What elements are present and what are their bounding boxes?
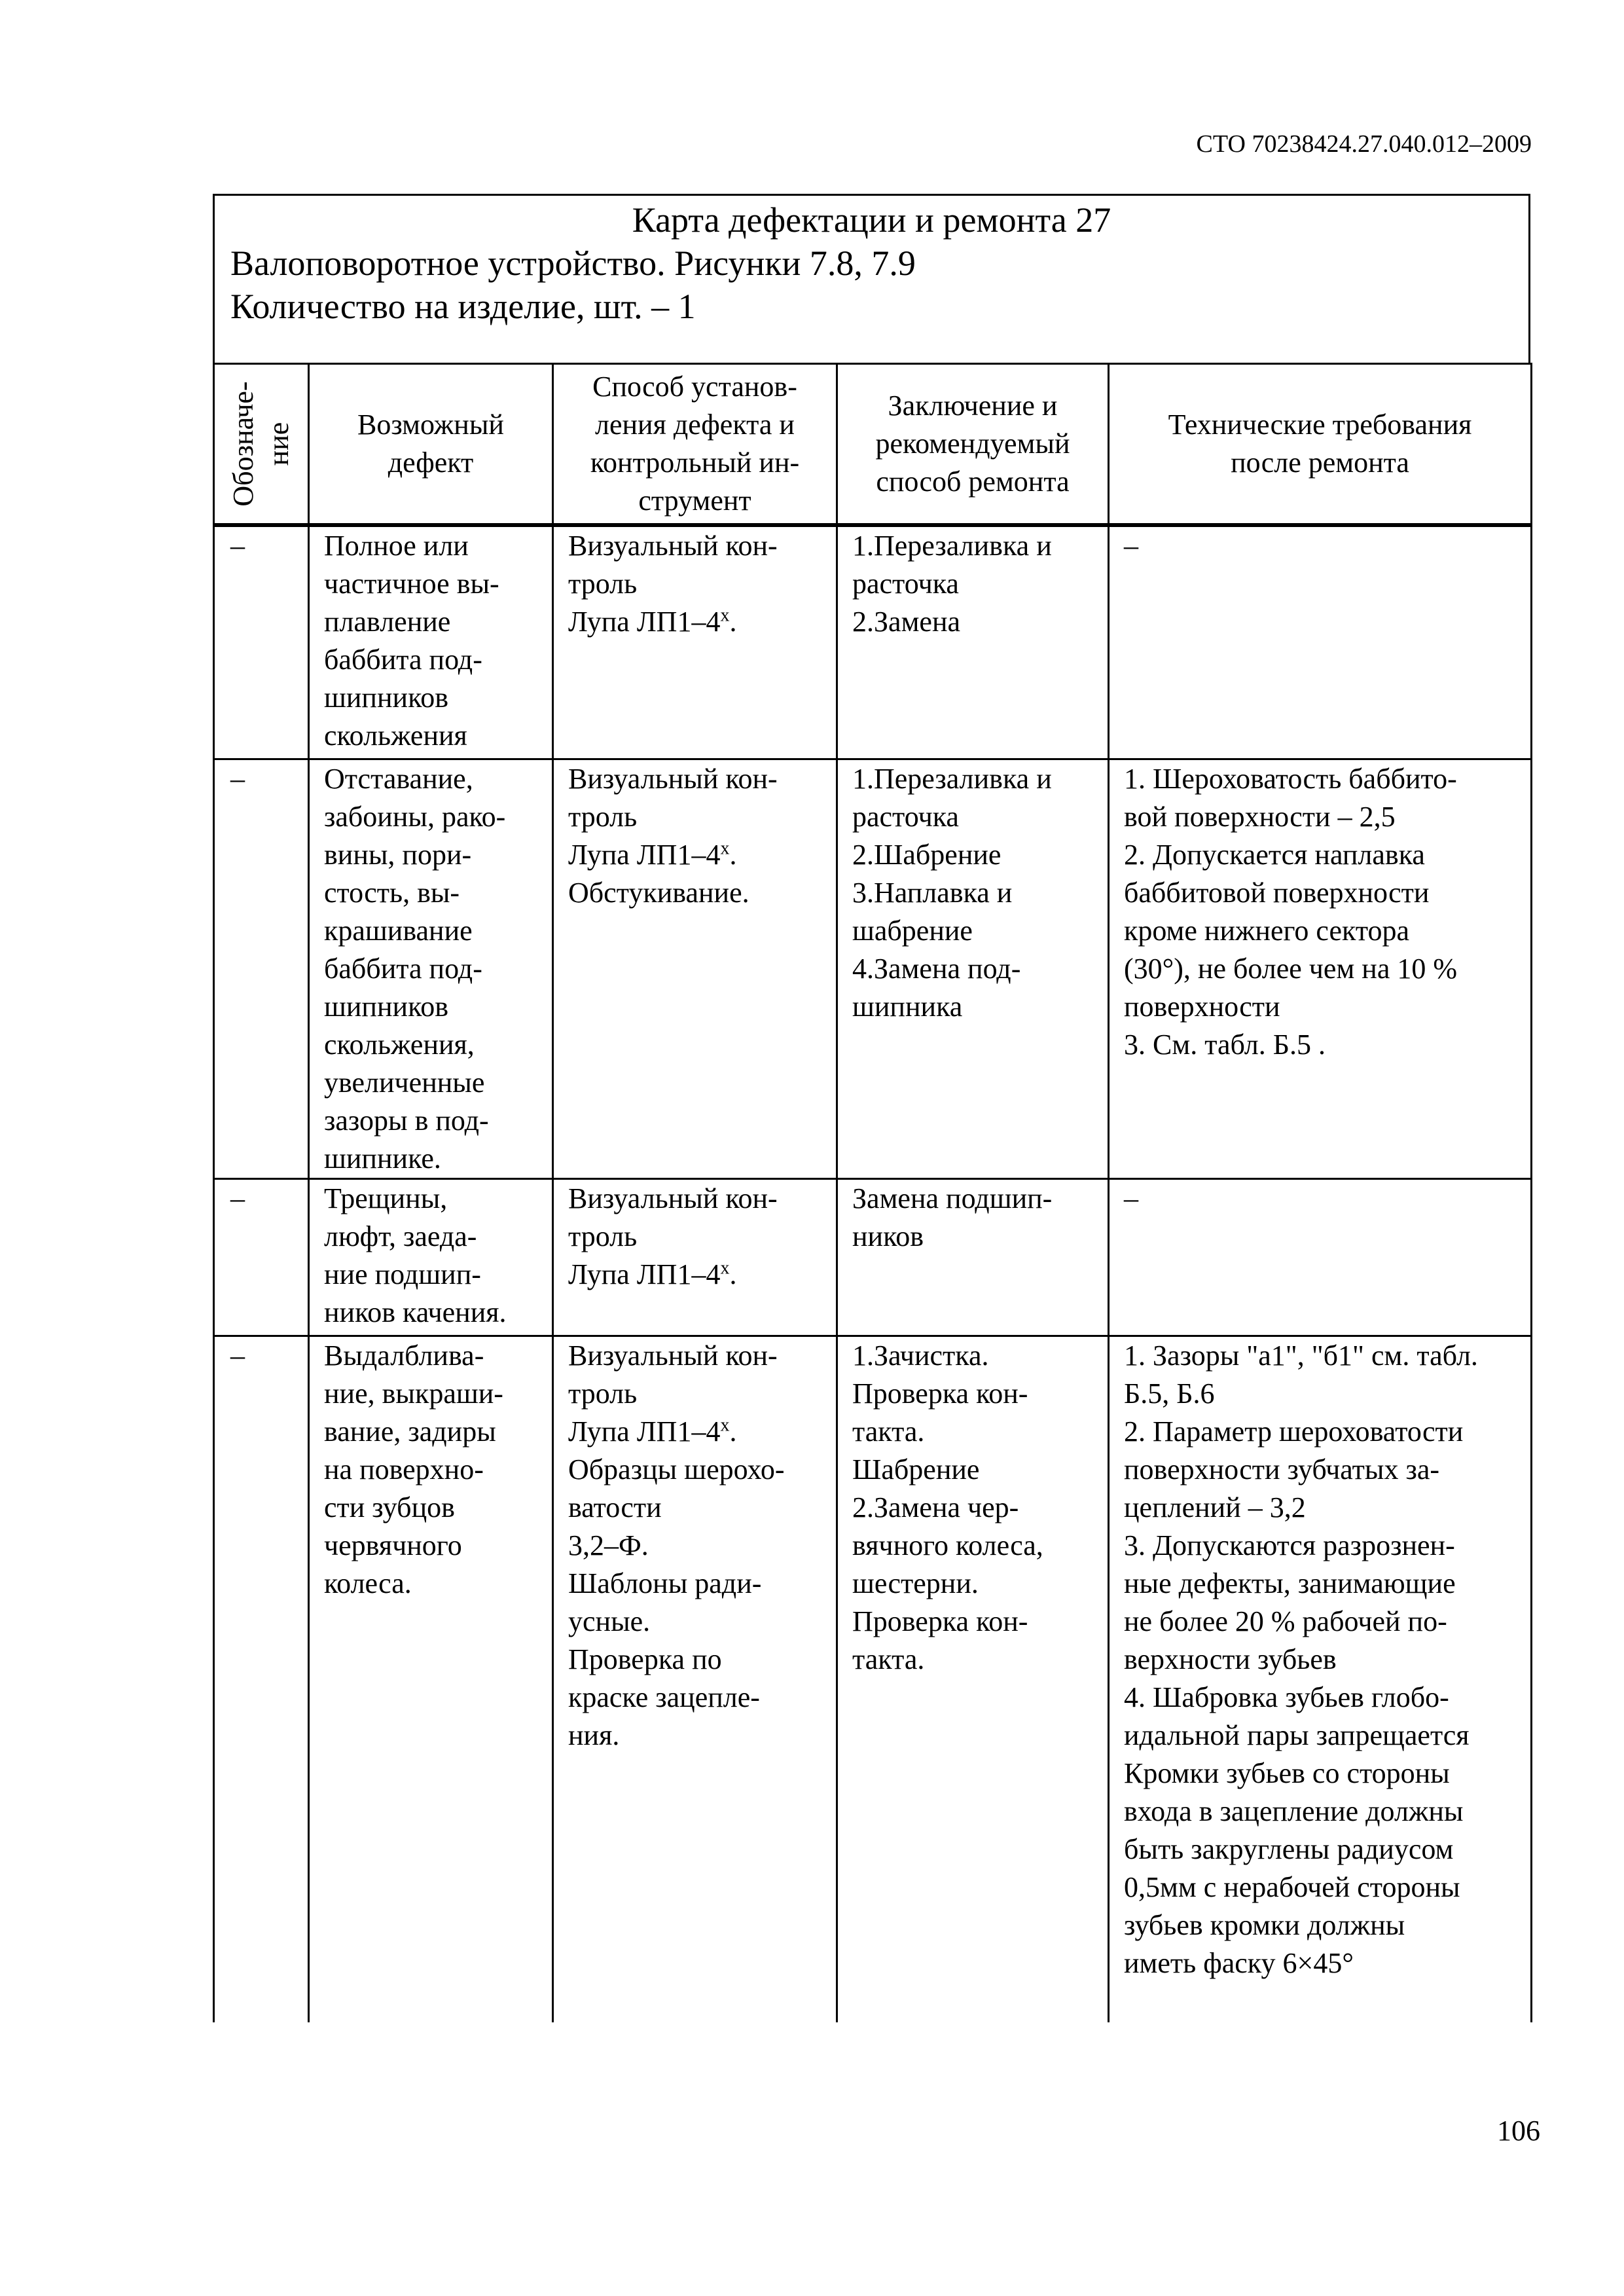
- page-number: 106: [1497, 2115, 1540, 2147]
- card-title: Карта дефектации и ремонта 27: [632, 200, 1111, 240]
- defects-table: [213, 363, 1532, 2022]
- method-superscript: х: [720, 1258, 730, 1279]
- table-row: [214, 1179, 1532, 1336]
- cell-defect: Выдалблива- ние, выкраши- вание, задиры на поверхно- сти зубцов червячного колеса.: [309, 1336, 553, 2022]
- header-requirements: Технические требования после ремонта: [1109, 364, 1532, 525]
- header-conclusion: Заключение и рекомендуемый способ ремонта: [837, 364, 1109, 525]
- cell-defect: Полное или частичное вы- плавление баббита под- шипников скольжения: [309, 525, 553, 759]
- method-superscript: х: [720, 1415, 730, 1436]
- cell-method: [553, 1336, 837, 2022]
- method-text: Визуальный кон- троль Лупа ЛП1–4: [568, 529, 778, 638]
- header-designation: [214, 364, 309, 525]
- cell-method: [553, 1179, 837, 1336]
- table-header-row: [214, 364, 1532, 525]
- table-row: [214, 759, 1532, 1179]
- standard-code: СТО 70238424.27.040.012–2009: [1196, 130, 1532, 158]
- cell-requirements: –: [1109, 525, 1532, 759]
- cell-requirements: 1. Зазоры "а1", "б1" см. табл. Б.5, Б.6 2. Параметр шероховатости поверхности зубчатых за- цеплений – 3,2 3. Допускаются разрознен- ные дефекты, занимающие не более 20 % рабочей по- верхности зубьев 4. Шабровка зубьев глобо- идальной пары запрещается Кромки зубьев со стороны входа в зацепление должны быть закруглены радиусом 0,5мм с нерабочей стороны зубьев кромки должны иметь фаску 6×45°: [1109, 1336, 1532, 2022]
- cell-conclusion: 1.Зачистка. Проверка кон- такта. Шабрение 2.Замена чер- вячного колеса, шестерни. Проверка кон- такта.: [837, 1336, 1109, 2022]
- cell-conclusion: Замена подшип- ников: [837, 1179, 1109, 1336]
- cell-defect: Трещины, люфт, заеда- ние подшип- ников качения.: [309, 1179, 553, 1336]
- method-text-after: . Образцы шерохо- ватости 3,2–Ф. Шаблоны ради- усные. Проверка по краске зацепле- ния.: [568, 1415, 785, 1751]
- method-text-after: .: [729, 1258, 737, 1290]
- cell-conclusion: 1.Перезаливка и расточка 2.Замена: [837, 525, 1109, 759]
- header-designation-label: Обозначе- ние: [227, 381, 295, 507]
- method-superscript: х: [720, 838, 730, 859]
- table-row: [214, 1336, 1532, 2022]
- method-text: Визуальный кон- троль Лупа ЛП1–4: [568, 1182, 778, 1290]
- cell-method: [553, 759, 837, 1179]
- card-title-block: [215, 196, 1528, 365]
- cell-method: [553, 525, 837, 759]
- cell-designation: –: [214, 525, 309, 759]
- method-text-after: .: [729, 605, 737, 638]
- card-quantity: Количество на изделие, шт. – 1: [230, 287, 696, 326]
- cell-conclusion: 1.Перезаливка и расточка 2.Шабрение 3.Наплавка и шабрение 4.Замена под- шипника: [837, 759, 1109, 1179]
- method-text-after: . Обстукивание.: [568, 839, 749, 909]
- cell-designation: –: [214, 1179, 309, 1336]
- method-text: Визуальный кон- троль Лупа ЛП1–4: [568, 1339, 778, 1448]
- table-row: [214, 525, 1532, 759]
- method-text: Визуальный кон- троль Лупа ЛП1–4: [568, 763, 778, 871]
- method-superscript: х: [720, 604, 730, 625]
- cell-requirements: –: [1109, 1179, 1532, 1336]
- repair-card-header: [213, 194, 1530, 365]
- cell-designation: –: [214, 759, 309, 1179]
- cell-designation: –: [214, 1336, 309, 2022]
- cell-defect: Отставание, забоины, рако- вины, пори- стость, вы- крашивание баббита под- шипников скольжения, увеличенные зазоры в под- шипнике.: [309, 759, 553, 1179]
- header-defect: Возможный дефект: [309, 364, 553, 525]
- card-subtitle: Валоповоротное устройство. Рисунки 7.8, 7.9: [230, 244, 916, 283]
- header-method: Способ установ- ления дефекта и контрольный ин- струмент: [553, 364, 837, 525]
- cell-requirements: 1. Шероховатость баббито- вой поверхности – 2,5 2. Допускается наплавка баббитовой поверхности кроме нижнего сектора (30°), не более чем на 10 % поверхности 3. См. табл. Б.5 .: [1109, 759, 1532, 1179]
